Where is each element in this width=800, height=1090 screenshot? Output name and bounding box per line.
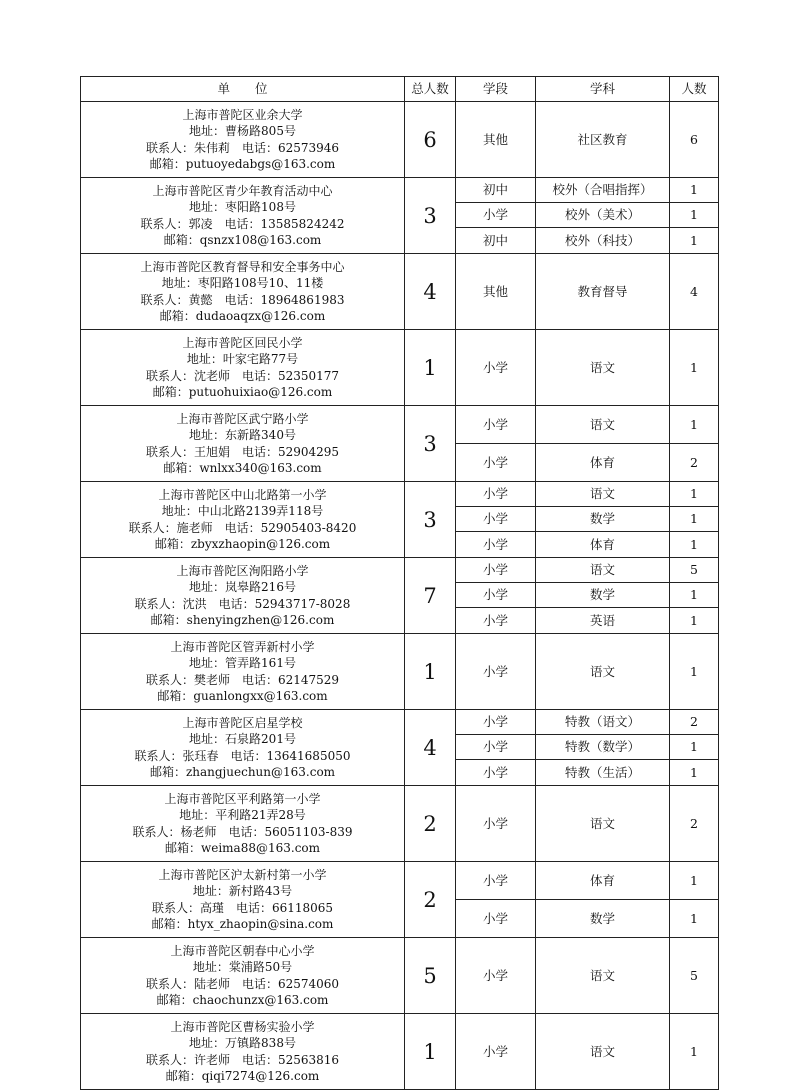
stage-cell: 小学 bbox=[456, 1014, 536, 1090]
stage-cell: 小学 bbox=[456, 938, 536, 1014]
subject-cell: 数学 bbox=[536, 900, 670, 938]
stage-cell: 小学 bbox=[456, 786, 536, 862]
table-row bbox=[81, 634, 719, 710]
unit-address: 地址：新村路43号 bbox=[192, 884, 293, 898]
unit-contact: 联系人：许老师 电话：52563816 bbox=[145, 1052, 340, 1067]
count-cell: 1 bbox=[670, 862, 719, 900]
table-row bbox=[81, 862, 719, 900]
table-row bbox=[81, 786, 719, 862]
unit-contact: 联系人：施老师 电话：52905403-8420 bbox=[128, 520, 357, 535]
total-count: 5 bbox=[405, 938, 456, 1014]
unit-address: 地址：石泉路201号 bbox=[189, 732, 296, 746]
stage-cell: 小学 bbox=[456, 583, 536, 608]
subject-cell: 语文 bbox=[536, 330, 670, 406]
header-stage: 学段 bbox=[456, 77, 536, 102]
count-cell: 1 bbox=[670, 406, 719, 444]
unit-email: 邮箱：zhangjuechun@163.com bbox=[149, 765, 336, 779]
unit-name: 上海市普陀区朝春中心小学 bbox=[170, 943, 315, 958]
count-cell: 1 bbox=[670, 735, 719, 760]
total-count: 4 bbox=[405, 710, 456, 786]
unit-email: 邮箱：htyx_zhaopin@sina.com bbox=[151, 917, 334, 931]
unit-name: 上海市普陀区平利路第一小学 bbox=[164, 791, 321, 806]
total-count: 3 bbox=[405, 406, 456, 482]
count-cell: 1 bbox=[670, 228, 719, 254]
total-count: 4 bbox=[405, 254, 456, 330]
count-cell: 2 bbox=[670, 710, 719, 735]
unit-cell bbox=[81, 558, 405, 634]
unit-email: 邮箱：putuoyedabgs@163.com bbox=[149, 157, 336, 171]
stage-cell: 初中 bbox=[456, 228, 536, 254]
count-cell: 1 bbox=[670, 178, 719, 203]
unit-contact: 联系人：沈老师 电话：52350177 bbox=[145, 368, 340, 383]
unit-cell bbox=[81, 862, 405, 938]
subject-cell: 校外（合唱指挥） bbox=[536, 178, 670, 203]
count-cell: 2 bbox=[670, 444, 719, 482]
count-cell: 1 bbox=[670, 507, 719, 532]
count-cell: 1 bbox=[670, 583, 719, 608]
table-row bbox=[81, 938, 719, 1014]
unit-cell bbox=[81, 634, 405, 710]
unit-email: 邮箱：wnlxx340@163.com bbox=[163, 461, 322, 475]
unit-address: 地址：叶家宅路77号 bbox=[186, 352, 299, 366]
unit-email: 邮箱：weima88@163.com bbox=[164, 841, 321, 855]
subject-cell: 数学 bbox=[536, 583, 670, 608]
stage-cell: 小学 bbox=[456, 558, 536, 583]
subject-cell: 社区教育 bbox=[536, 102, 670, 178]
total-count: 1 bbox=[405, 634, 456, 710]
unit-contact: 联系人：杨老师 电话：56051103-839 bbox=[132, 824, 353, 839]
unit-name: 上海市普陀区曹杨实验小学 bbox=[170, 1019, 315, 1034]
subject-cell: 语文 bbox=[536, 634, 670, 710]
table-row bbox=[81, 178, 719, 203]
stage-cell: 小学 bbox=[456, 507, 536, 532]
header-count: 人数 bbox=[670, 77, 719, 102]
unit-contact: 联系人：张珏春 电话：13641685050 bbox=[134, 748, 351, 763]
subject-cell: 校外（科技） bbox=[536, 228, 670, 254]
count-cell: 1 bbox=[670, 900, 719, 938]
unit-contact: 联系人：郭凌 电话：13585824242 bbox=[140, 216, 345, 231]
subject-cell: 英语 bbox=[536, 608, 670, 634]
unit-cell bbox=[81, 1014, 405, 1090]
table-row bbox=[81, 406, 719, 444]
unit-contact: 联系人：王旭娟 电话：52904295 bbox=[145, 444, 340, 459]
unit-contact: 联系人：朱伟莉 电话：62573946 bbox=[145, 140, 340, 155]
unit-contact: 联系人：樊老师 电话：62147529 bbox=[145, 672, 340, 687]
unit-cell bbox=[81, 938, 405, 1014]
total-count: 1 bbox=[405, 1014, 456, 1090]
count-cell: 1 bbox=[670, 330, 719, 406]
table-row bbox=[81, 102, 719, 178]
stage-cell: 小学 bbox=[456, 330, 536, 406]
unit-name: 上海市普陀区武宁路小学 bbox=[176, 411, 309, 426]
unit-cell bbox=[81, 786, 405, 862]
count-cell: 6 bbox=[670, 102, 719, 178]
header-unit: 单 位 bbox=[81, 77, 405, 102]
unit-address: 地址：万镇路838号 bbox=[189, 1036, 296, 1050]
count-cell: 1 bbox=[670, 608, 719, 634]
unit-cell bbox=[81, 254, 405, 330]
header-total: 总人数 bbox=[405, 77, 456, 102]
unit-address: 地址：曹杨路805号 bbox=[189, 124, 296, 138]
unit-cell bbox=[81, 102, 405, 178]
recruitment-table bbox=[80, 76, 719, 1090]
total-count: 6 bbox=[405, 102, 456, 178]
unit-cell bbox=[81, 482, 405, 558]
header-row bbox=[81, 77, 719, 102]
unit-cell bbox=[81, 406, 405, 482]
subject-cell: 语文 bbox=[536, 938, 670, 1014]
subject-cell: 语文 bbox=[536, 558, 670, 583]
unit-email: 邮箱：qsnzx108@163.com bbox=[163, 233, 322, 247]
subject-cell: 校外（美术） bbox=[536, 203, 670, 228]
unit-name: 上海市普陀区回民小学 bbox=[182, 335, 303, 350]
total-count: 2 bbox=[405, 786, 456, 862]
stage-cell: 小学 bbox=[456, 203, 536, 228]
table-row bbox=[81, 1014, 719, 1090]
stage-cell: 小学 bbox=[456, 444, 536, 482]
count-cell: 1 bbox=[670, 760, 719, 786]
header-subject: 学科 bbox=[536, 77, 670, 102]
unit-address: 地址：枣阳路108号10、11楼 bbox=[161, 276, 324, 290]
subject-cell: 教育督导 bbox=[536, 254, 670, 330]
count-cell: 1 bbox=[670, 1014, 719, 1090]
subject-cell: 语文 bbox=[536, 1014, 670, 1090]
total-count: 3 bbox=[405, 482, 456, 558]
subject-cell: 体育 bbox=[536, 532, 670, 558]
count-cell: 1 bbox=[670, 634, 719, 710]
stage-cell: 小学 bbox=[456, 710, 536, 735]
table-row bbox=[81, 254, 719, 330]
unit-name: 上海市普陀区启星学校 bbox=[182, 715, 303, 730]
subject-cell: 特教（语文） bbox=[536, 710, 670, 735]
unit-address: 地址：管弄路161号 bbox=[189, 656, 296, 670]
unit-name: 上海市普陀区业余大学 bbox=[182, 107, 303, 122]
subject-cell: 语文 bbox=[536, 786, 670, 862]
unit-address: 地址：东新路340号 bbox=[189, 428, 296, 442]
unit-address: 地址：岚皋路216号 bbox=[189, 580, 296, 594]
subject-cell: 语文 bbox=[536, 482, 670, 507]
total-count: 1 bbox=[405, 330, 456, 406]
unit-address: 地址：中山北路2139弄118号 bbox=[161, 504, 324, 518]
stage-cell: 小学 bbox=[456, 482, 536, 507]
unit-address: 地址：平利路21弄28号 bbox=[179, 808, 306, 822]
stage-cell: 小学 bbox=[456, 862, 536, 900]
unit-contact: 联系人：沈洪 电话：52943717-8028 bbox=[134, 596, 351, 611]
stage-cell: 小学 bbox=[456, 735, 536, 760]
subject-cell: 特教（生活） bbox=[536, 760, 670, 786]
unit-address: 地址：枣阳路108号 bbox=[189, 200, 296, 214]
count-cell: 5 bbox=[670, 558, 719, 583]
subject-cell: 数学 bbox=[536, 507, 670, 532]
stage-cell: 小学 bbox=[456, 900, 536, 938]
unit-email: 邮箱：guanlongxx@163.com bbox=[157, 689, 328, 703]
unit-cell bbox=[81, 330, 405, 406]
subject-cell: 特教（数学） bbox=[536, 735, 670, 760]
count-cell: 1 bbox=[670, 203, 719, 228]
unit-email: 邮箱：zbyxzhaopin@126.com bbox=[154, 537, 331, 551]
table-body bbox=[81, 102, 719, 1090]
count-cell: 4 bbox=[670, 254, 719, 330]
stage-cell: 小学 bbox=[456, 760, 536, 786]
unit-contact: 联系人：高瑾 电话：66118065 bbox=[151, 900, 334, 915]
stage-cell: 小学 bbox=[456, 608, 536, 634]
unit-contact: 联系人：陆老师 电话：62574060 bbox=[145, 976, 340, 991]
count-cell: 1 bbox=[670, 482, 719, 507]
subject-cell: 体育 bbox=[536, 444, 670, 482]
subject-cell: 体育 bbox=[536, 862, 670, 900]
unit-name: 上海市普陀区教育督导和安全事务中心 bbox=[140, 259, 345, 274]
stage-cell: 小学 bbox=[456, 634, 536, 710]
unit-email: 邮箱：putuohuixiao@126.com bbox=[152, 385, 333, 399]
count-cell: 2 bbox=[670, 786, 719, 862]
unit-contact: 联系人：黄懿 电话：18964861983 bbox=[140, 292, 345, 307]
unit-email: 邮箱：chaochunzx@163.com bbox=[156, 993, 329, 1007]
total-count: 2 bbox=[405, 862, 456, 938]
table-row bbox=[81, 710, 719, 735]
unit-name: 上海市普陀区沪太新村第一小学 bbox=[158, 867, 327, 882]
stage-cell: 初中 bbox=[456, 178, 536, 203]
table-row bbox=[81, 558, 719, 583]
count-cell: 1 bbox=[670, 532, 719, 558]
count-cell: 5 bbox=[670, 938, 719, 1014]
unit-email: 邮箱：dudaoaqzx@126.com bbox=[159, 309, 326, 323]
unit-name: 上海市普陀区中山北路第一小学 bbox=[158, 487, 327, 502]
stage-cell: 小学 bbox=[456, 532, 536, 558]
table-row bbox=[81, 330, 719, 406]
stage-cell: 小学 bbox=[456, 406, 536, 444]
table-row bbox=[81, 482, 719, 507]
unit-name: 上海市普陀区洵阳路小学 bbox=[176, 563, 309, 578]
unit-name: 上海市普陀区青少年教育活动中心 bbox=[152, 183, 333, 198]
stage-cell: 其他 bbox=[456, 254, 536, 330]
unit-name: 上海市普陀区管弄新村小学 bbox=[170, 639, 315, 654]
stage-cell: 其他 bbox=[456, 102, 536, 178]
unit-cell bbox=[81, 710, 405, 786]
subject-cell: 语文 bbox=[536, 406, 670, 444]
unit-address: 地址：棠浦路50号 bbox=[192, 960, 293, 974]
total-count: 7 bbox=[405, 558, 456, 634]
unit-email: 邮箱：qiqi7274@126.com bbox=[165, 1069, 320, 1083]
unit-cell bbox=[81, 178, 405, 254]
total-count: 3 bbox=[405, 178, 456, 254]
unit-email: 邮箱：shenyingzhen@126.com bbox=[150, 613, 335, 627]
